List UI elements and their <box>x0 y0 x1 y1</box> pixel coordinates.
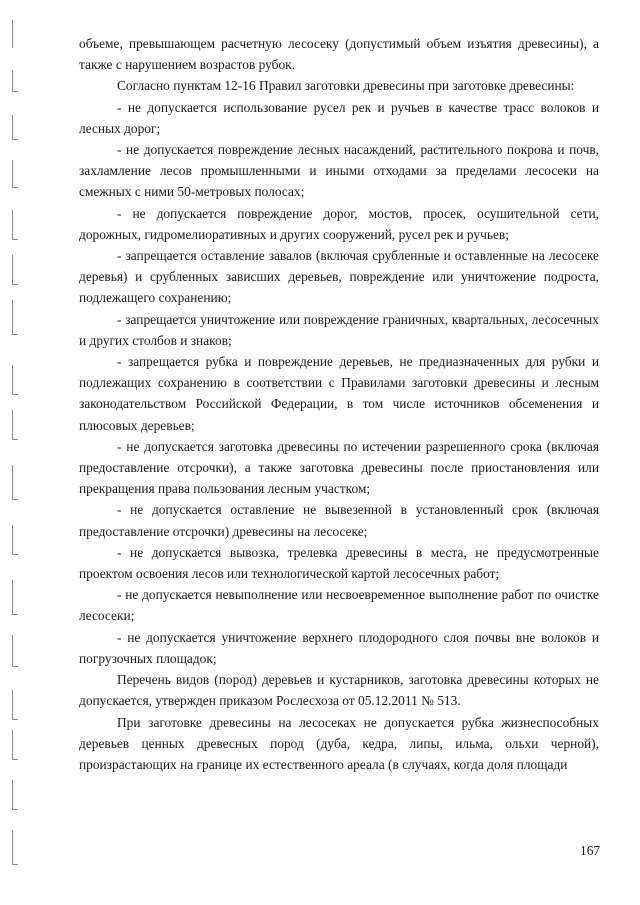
binding-marks <box>0 0 22 905</box>
binding-mark <box>12 580 19 615</box>
list-item: - не допускается использование русел рек и ручьев в качестве трасс волоков и лесных дорог; <box>79 99 599 136</box>
binding-mark <box>12 780 19 810</box>
binding-mark <box>12 160 19 188</box>
list-item: - не допускается оставление не вывезенной в установленный срок (включая предоставление отсрочки) древесины на лесосеке; <box>79 502 599 539</box>
binding-mark <box>12 115 19 140</box>
list-item: - не допускается невыполнение или несвоевременное выполнение работ по очистке лесосеки; <box>79 587 599 624</box>
paragraph: Согласно пунктам 12-16 Правил заготовки древесины при заготовке древесины: <box>117 78 575 94</box>
binding-mark <box>12 410 19 440</box>
binding-mark <box>12 210 19 240</box>
binding-mark <box>12 690 19 720</box>
binding-mark <box>12 525 19 555</box>
list-item: - не допускается повреждение лесных насаждений, растительного покрова и почв, захламление лесов промышленными и иными отходами за пределами лесосеки на смежных с ними 50-метровых полосах; <box>79 142 599 200</box>
binding-mark <box>12 365 19 395</box>
binding-mark <box>12 300 19 335</box>
body-text <box>79 33 599 775</box>
binding-mark <box>12 830 19 865</box>
list-item: - запрещается уничтожение или повреждение граничных, квартальных, лесосечных и других столбов и знаков; <box>79 311 599 348</box>
list-item: - не допускается повреждение дорог, мостов, просек, осушительной сети, дорожных, гидромелиоративных и других сооружений, русел рек и ручьев; <box>79 205 599 242</box>
binding-mark <box>12 255 19 285</box>
binding-mark <box>12 730 19 760</box>
paragraph: объеме, превышающем расчетную лесосеку (допустимый объем изъятия древесины), а также с нарушением возрастов рубок. <box>79 36 599 73</box>
list-item: - не допускается вывозка, трелевка древесины в места, не предусмотренные проектом освоения лесов или технологической картой лесосечных работ; <box>79 544 599 582</box>
binding-mark <box>12 20 19 48</box>
list-item: - не допускается заготовка древесины по истечении разрешенного срока (включая предоставление отсрочки), а также заготовка древесины после приостановления или прекращения права пользования лесным участком; <box>79 438 599 497</box>
binding-mark <box>12 465 19 500</box>
list-item: - не допускается уничтожение верхнего плодородного слоя почвы вне волоков и погрузочных площадок; <box>79 629 599 666</box>
paragraph: При заготовке древесины на лесосеках не допускается рубка жизнеспособных деревьев ценных древесных пород (дуба, кедра, липы, ильма, ольхи черной), произрастающих на границе их естественного ареала (в случаях, когда доля площади <box>79 714 599 772</box>
page-number: 167 <box>580 843 601 858</box>
binding-mark <box>12 70 19 92</box>
paragraph: Перечень видов (пород) деревьев и кустарников, заготовка древесины которых не допускается, утвержден приказом Рослесхоза от 05.12.2011 № 513. <box>79 672 599 709</box>
list-item: - запрещается оставление завалов (включая срубленные и оставленные на лесосеке деревья) и срубленных зависших деревьев, повреждение или уничтожение подроста, подлежащего сохранению; <box>79 248 599 306</box>
list-item: - запрещается рубка и повреждение деревьев, не предназначенных для рубки и подлежащих сохранению в соответствии с Правилами заготовки древесины и лесным законодательством Российской Федерации, в том числе источников обсеменения и плюсовых деревьев; <box>79 354 599 433</box>
binding-mark <box>12 635 19 667</box>
